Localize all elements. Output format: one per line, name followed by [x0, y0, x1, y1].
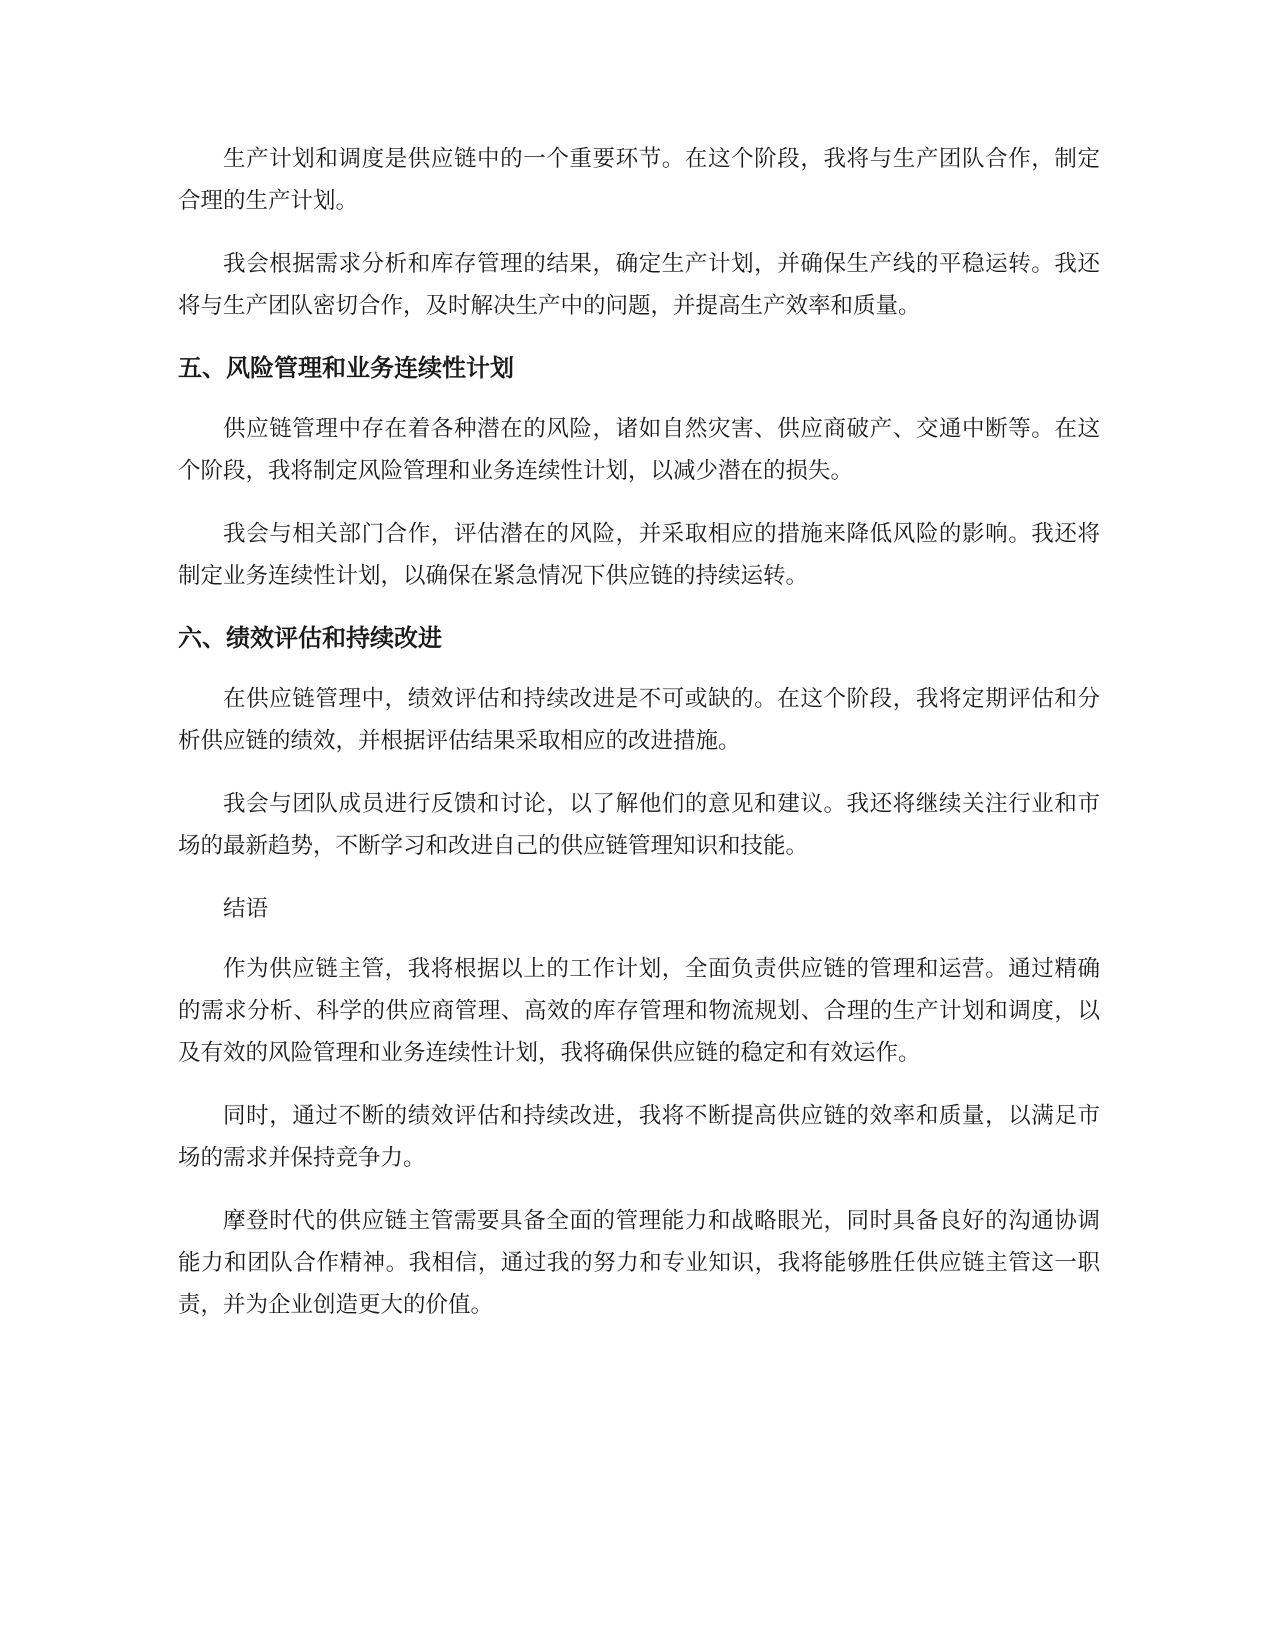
section6-paragraph-2: 我会与团队成员进行反馈和讨论，以了解他们的意见和建议。我还将继续关注行业和市场的最新趋势，不断学习和改进自己的供应链管理知识和技能。 [178, 791, 1100, 859]
conclusion-paragraph-2: 同时，通过不断的绩效评估和持续改进，我将不断提高供应链的效率和质量，以满足市场的需求并保持竞争力。 [178, 1103, 1100, 1171]
section5-heading: 五、风险管理和业务连续性计划 [178, 354, 514, 382]
section5-paragraph-1: 供应链管理中存在着各种潜在的风险，诸如自然灾害、供应商破产、交通中断等。在这个阶段，我将制定风险管理和业务连续性计划，以减少潜在的损失。 [178, 416, 1100, 484]
paragraph-production-plan: 生产计划和调度是供应链中的一个重要环节。在这个阶段，我将与生产团队合作，制定合理的生产计划。 [178, 146, 1100, 214]
section6-paragraph-1: 在供应链管理中，绩效评估和持续改进是不可或缺的。在这个阶段，我将定期评估和分析供应链的绩效，并根据评估结果采取相应的改进措施。 [178, 686, 1100, 754]
conclusion-paragraph-3: 摩登时代的供应链主管需要具备全面的管理能力和战略眼光，同时具备良好的沟通协调能力和团队合作精神。我相信，通过我的努力和专业知识，我将能够胜任供应链主管这一职责，并为企业创造更大的价值。 [178, 1208, 1100, 1318]
document-page [178, 138, 1100, 1347]
section6-heading: 六、绩效评估和持续改进 [178, 624, 442, 652]
section5-paragraph-2: 我会与相关部门合作，评估潜在的风险，并采取相应的措施来降低风险的影响。我还将制定业务连续性计划，以确保在紧急情况下供应链的持续运转。 [178, 521, 1100, 589]
conclusion-heading: 结语 [223, 896, 269, 922]
conclusion-paragraph-1: 作为供应链主管，我将根据以上的工作计划，全面负责供应链的管理和运营。通过精确的需求分析、科学的供应商管理、高效的库存管理和物流规划、合理的生产计划和调度，以及有效的风险管理和业务连续性计划，我将确保供应链的稳定和有效运作。 [178, 956, 1100, 1066]
paragraph-production-details: 我会根据需求分析和库存管理的结果，确定生产计划，并确保生产线的平稳运转。我还将与生产团队密切合作，及时解决生产中的问题，并提高生产效率和质量。 [178, 251, 1100, 319]
